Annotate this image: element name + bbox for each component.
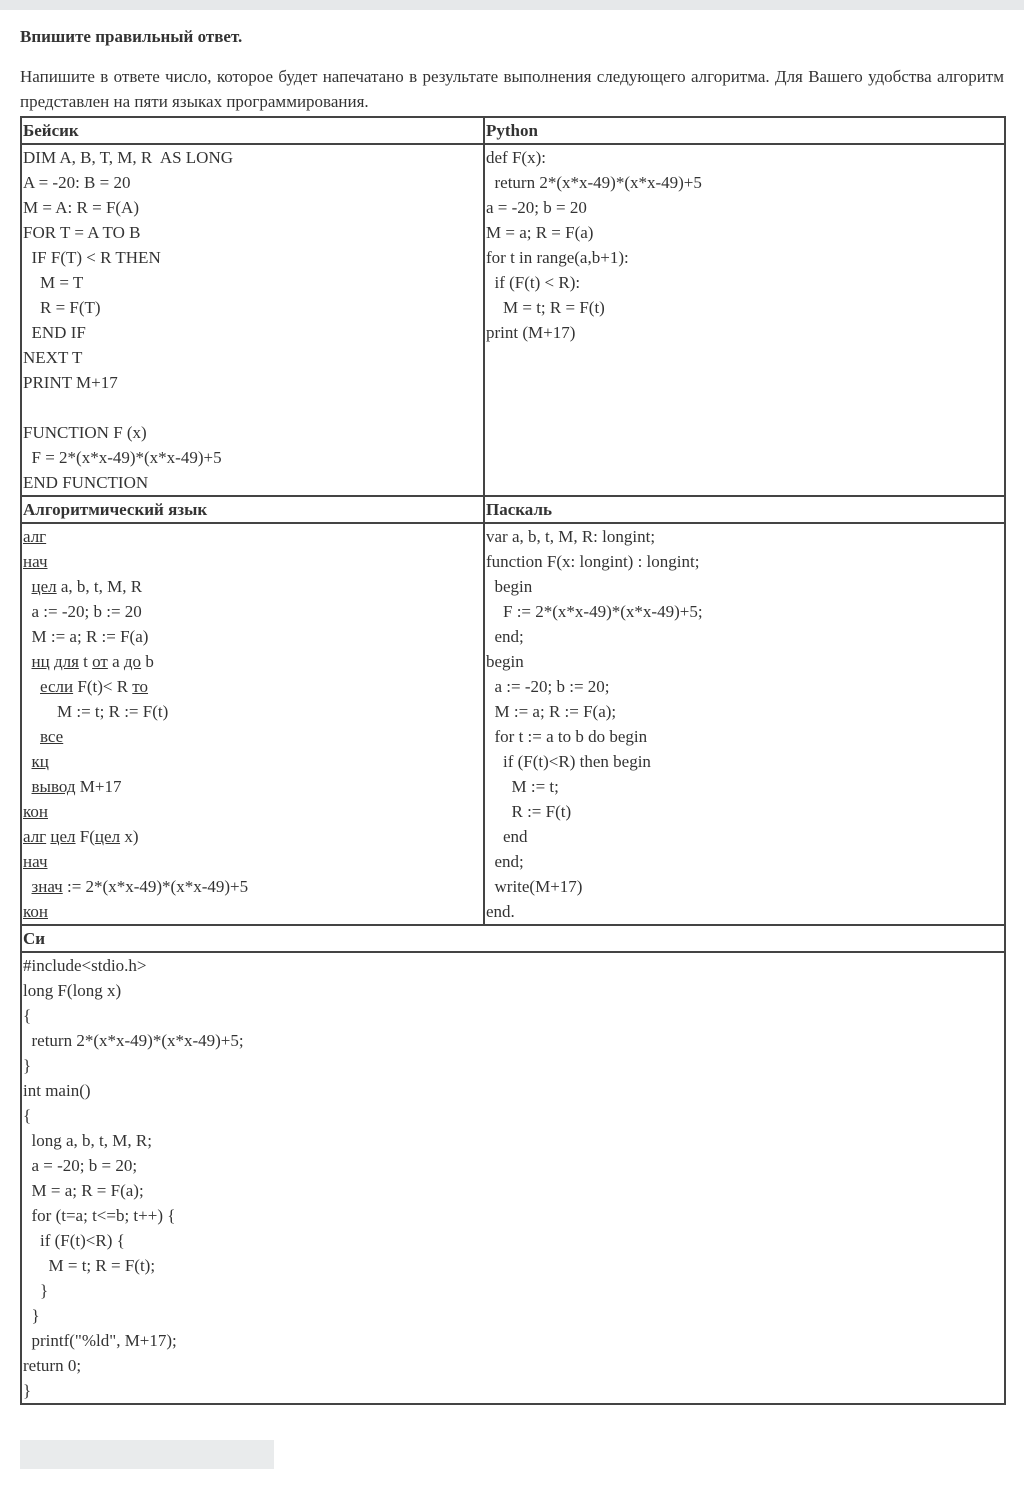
code-line	[23, 824, 483, 849]
code-line	[23, 574, 483, 599]
code-text	[23, 652, 32, 671]
code-line: }	[23, 1381, 32, 1400]
code-text: x)	[120, 827, 139, 846]
answer-input[interactable]	[20, 1440, 274, 1469]
code-text: b	[141, 652, 154, 671]
code-line	[23, 749, 483, 774]
code-line: end	[486, 827, 528, 846]
keyword: цел	[50, 827, 76, 846]
code-line	[23, 699, 483, 724]
code-line: END FUNCTION	[23, 473, 149, 492]
code-line: end;	[486, 852, 524, 871]
code-text: M := t; R := F(t)	[23, 702, 169, 721]
code-line: }	[23, 1306, 40, 1325]
code-line: F = 2*(x*x-49)*(x*x-49)+5	[23, 448, 222, 467]
code-text: F(	[75, 827, 95, 846]
code-line: print (M+17)	[486, 323, 576, 342]
code-text	[23, 677, 40, 696]
code-line	[23, 899, 483, 924]
code-text: a, b, t, M, R	[56, 577, 143, 596]
code-line: M = t; R = F(t);	[23, 1256, 156, 1275]
keyword: нач	[23, 852, 48, 871]
code-line	[23, 674, 483, 699]
keyword: алг	[23, 527, 47, 546]
code-text: M+17	[75, 777, 122, 796]
question-text: Напишите в ответе число, которое будет напечатано в результате выполнения следующего алгоритма. Для Вашего удобства алгоритм представлен на пяти языках программирования.	[20, 67, 1004, 111]
code-line: }	[23, 1056, 32, 1075]
pascal-code	[484, 523, 1005, 925]
code-line: M = T	[23, 273, 84, 292]
keyword: вывод	[31, 777, 76, 796]
code-line	[23, 599, 483, 624]
pascal-header: Паскаль	[484, 496, 1005, 523]
code-line: for t in range(a,b+1):	[486, 248, 629, 267]
keyword: если	[40, 677, 74, 696]
code-text: M := a; R := F(a)	[23, 627, 149, 646]
code-line: M = a; R = F(a);	[23, 1181, 144, 1200]
code-line: a = -20; b = 20	[486, 198, 587, 217]
code-text	[23, 727, 40, 746]
algo-header: Алгоритмический язык	[21, 496, 484, 523]
keyword: кц	[31, 752, 49, 771]
code-line	[23, 799, 483, 824]
algo-code	[21, 523, 484, 925]
code-line: return 2*(x*x-49)*(x*x-49)+5;	[23, 1031, 244, 1050]
code-line: FOR T = A TO B	[23, 223, 141, 242]
code-line: M = t; R = F(t)	[486, 298, 605, 317]
code-line: END IF	[23, 323, 86, 342]
code-line: end;	[486, 627, 524, 646]
code-line: for t := a to b do begin	[486, 727, 648, 746]
code-line: PRINT M+17	[23, 373, 118, 392]
code-line: a = -20; b = 20;	[23, 1156, 138, 1175]
code-text: F(t)< R	[73, 677, 133, 696]
code-line: F := 2*(x*x-49)*(x*x-49)+5;	[486, 602, 703, 621]
code-line: for (t=a; t<=b; t++) {	[23, 1206, 176, 1225]
keyword: от	[92, 652, 108, 671]
code-line: IF F(T) < R THEN	[23, 248, 161, 267]
code-line: end.	[486, 902, 515, 921]
basic-code	[21, 144, 484, 496]
code-line: NEXT T	[23, 348, 83, 367]
keyword: кон	[23, 902, 48, 921]
code-line: function F(x: longint) : longint;	[486, 552, 700, 571]
python-header: Python	[484, 117, 1005, 144]
code-text	[23, 577, 32, 596]
task-content	[20, 24, 1004, 1405]
code-line: a := -20; b := 20;	[486, 677, 610, 696]
code-text: a	[107, 652, 124, 671]
code-line: #include<stdio.h>	[23, 956, 147, 975]
keyword: то	[132, 677, 149, 696]
code-line: M := a; R := F(a);	[486, 702, 617, 721]
instruction: Впишите правильный ответ.	[20, 27, 243, 46]
keyword: до	[123, 652, 142, 671]
c-code	[21, 952, 1005, 1404]
code-line: printf("%ld", M+17);	[23, 1331, 177, 1350]
code-line: if (F(t)<R) {	[23, 1231, 125, 1250]
code-text	[23, 777, 32, 796]
code-line: DIM A, B, T, M, R AS LONG	[23, 148, 234, 167]
keyword: нц	[31, 652, 50, 671]
code-line: M = A: R = F(A)	[23, 198, 139, 217]
keyword: цел	[31, 577, 57, 596]
top-bar	[0, 0, 1024, 10]
code-line	[23, 774, 483, 799]
code-line: var a, b, t, M, R: longint;	[486, 527, 656, 546]
code-line	[23, 395, 483, 420]
keyword: для	[53, 652, 79, 671]
code-line: def F(x):	[486, 148, 546, 167]
code-line: if (F(t) < R):	[486, 273, 581, 292]
code-text	[23, 877, 32, 896]
code-line: FUNCTION F (x)	[23, 423, 147, 442]
code-line	[23, 849, 483, 874]
code-line: {	[23, 1006, 32, 1025]
python-code	[484, 144, 1005, 496]
code-text	[23, 752, 32, 771]
code-line: write(M+17)	[486, 877, 583, 896]
code-line	[23, 624, 483, 649]
code-line: return 0;	[23, 1356, 82, 1375]
code-line: if (F(t)<R) then begin	[486, 752, 651, 771]
keyword: цел	[94, 827, 121, 846]
code-line	[23, 724, 483, 749]
keyword: нач	[23, 552, 48, 571]
code-text: a := -20; b := 20	[23, 602, 142, 621]
code-text: := 2*(x*x-49)*(x*x-49)+5	[62, 877, 249, 896]
code-table	[20, 116, 1006, 1405]
code-line: }	[23, 1281, 49, 1300]
code-line: long a, b, t, M, R;	[23, 1131, 152, 1150]
basic-header: Бейсик	[21, 117, 484, 144]
keyword: кон	[23, 802, 48, 821]
code-line: R = F(T)	[23, 298, 101, 317]
code-line: A = -20: B = 20	[23, 173, 131, 192]
code-text: t	[78, 652, 93, 671]
code-line: long F(long x)	[23, 981, 122, 1000]
code-line: begin	[486, 577, 533, 596]
code-line	[23, 649, 483, 674]
code-line	[23, 874, 483, 899]
keyword: все	[40, 727, 64, 746]
keyword: алг	[23, 827, 47, 846]
code-line: begin	[486, 652, 524, 671]
code-line: M = a; R = F(a)	[486, 223, 594, 242]
c-header: Си	[21, 925, 1005, 952]
code-line	[23, 549, 483, 574]
code-line: {	[23, 1106, 32, 1125]
code-line	[23, 524, 483, 549]
keyword: знач	[31, 877, 63, 896]
code-line: return 2*(x*x-49)*(x*x-49)+5	[486, 173, 702, 192]
code-line: M := t;	[486, 777, 559, 796]
code-line: R := F(t)	[486, 802, 572, 821]
code-line: int main()	[23, 1081, 91, 1100]
